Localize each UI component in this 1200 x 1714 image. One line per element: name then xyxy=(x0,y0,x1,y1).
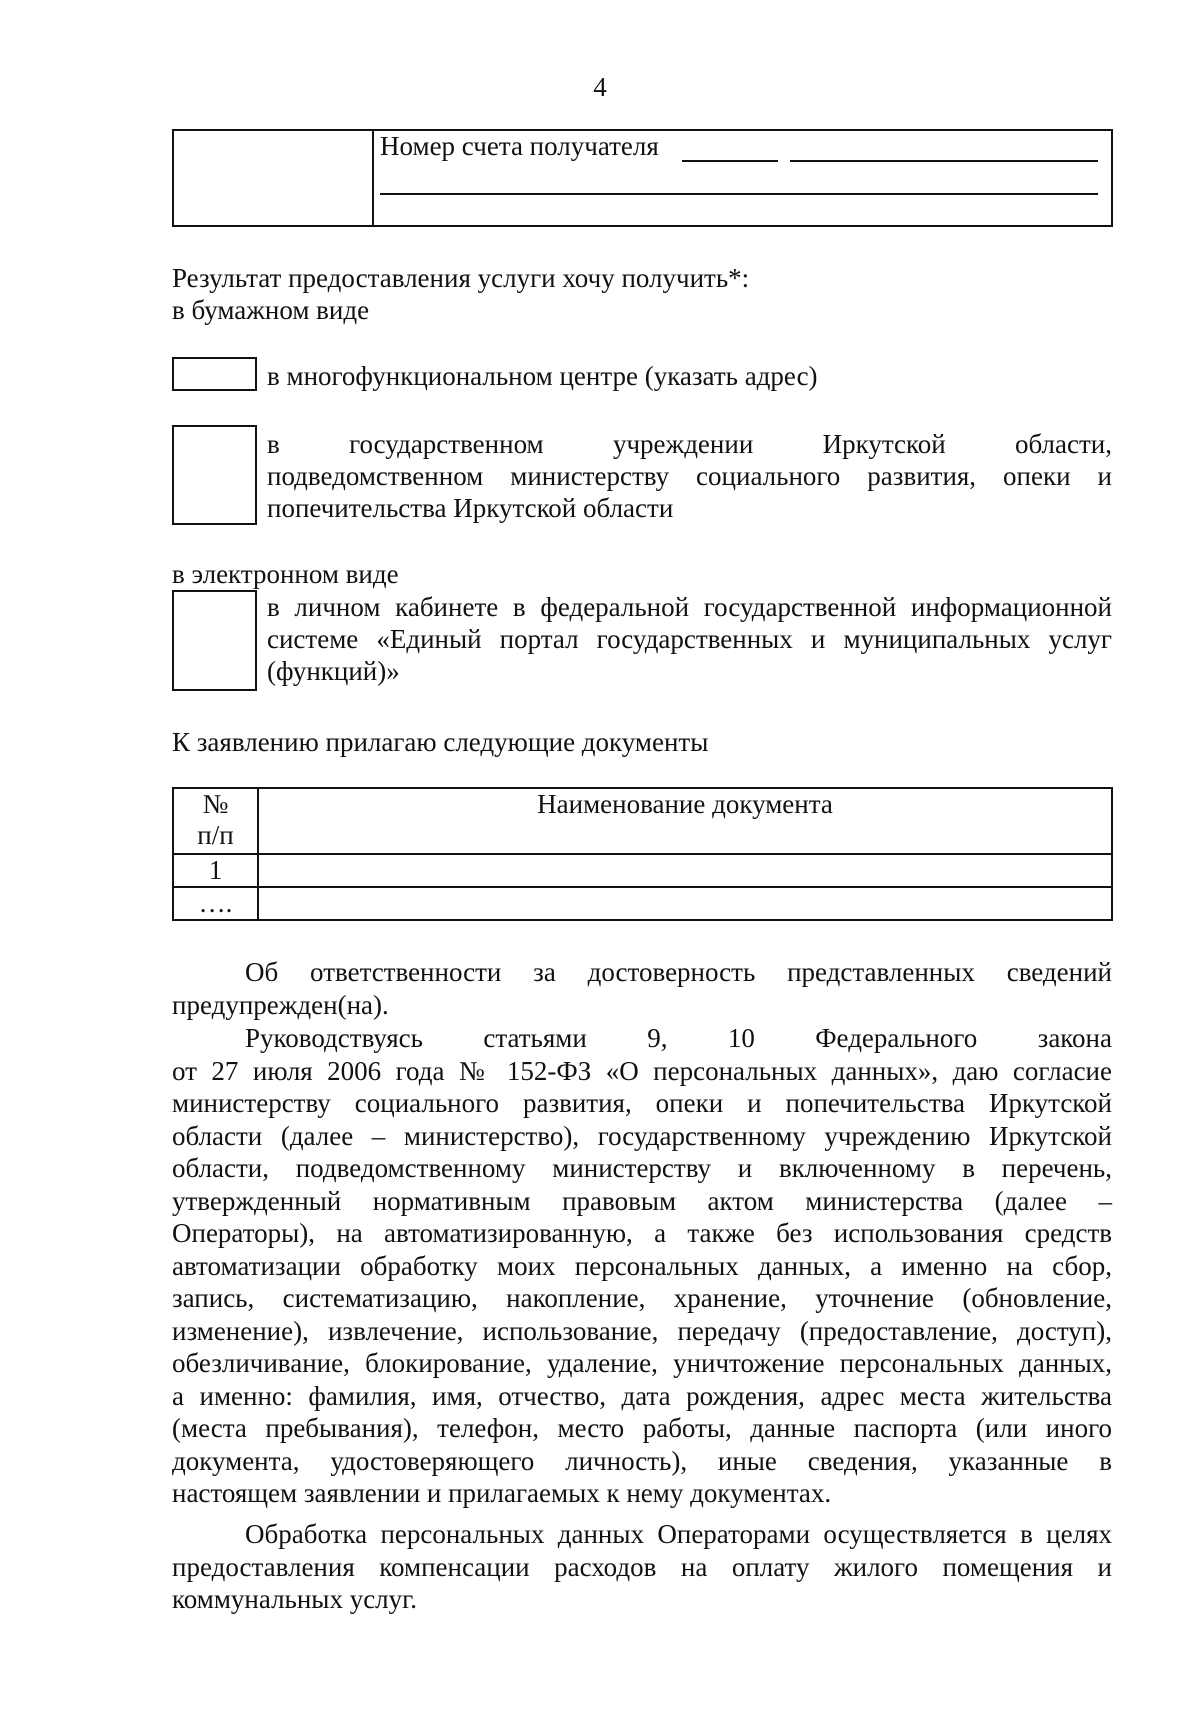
paragraph-line: коммунальных услуг. xyxy=(172,1584,417,1614)
checkbox-state-institution[interactable] xyxy=(172,425,257,525)
option-mfc-text xyxy=(267,361,1112,393)
paragraph-line: Операторы), на автоматизированную, а также без использования средств xyxy=(172,1218,1112,1248)
documents-table xyxy=(172,787,1113,921)
paragraph-line: автоматизации обработку моих персональных данных, а именно на сбор, xyxy=(172,1250,1112,1281)
option-state-institution-line: в государственном учреждении Иркутской области, xyxy=(267,429,1112,459)
account-number-label: Номер счета получателя xyxy=(380,131,659,161)
documents-intro: К заявлению прилагаю следующие документы xyxy=(172,727,709,757)
table-row xyxy=(173,887,1112,920)
account-number-field-1[interactable] xyxy=(682,160,778,162)
paragraph-line: области (далее – министерство), государственному учреждению Иркутской xyxy=(172,1120,1112,1151)
account-table-divider xyxy=(372,131,374,225)
paragraph-line: Обработка персональных данных Операторами осуществляется в целях xyxy=(245,1519,1112,1549)
paragraph-line: а именно: фамилия, имя, отчество, дата рождения, адрес места жительства xyxy=(172,1380,1112,1411)
option-gosuslugi-line: системе «Единый портал государственных и муниципальных услуг xyxy=(267,624,1112,654)
paragraph-line: от 27 июля 2006 года № 152-ФЗ «О персональных данных», даю согласие xyxy=(172,1055,1112,1086)
paragraph-line: предупрежден(на). xyxy=(172,989,389,1020)
header-number-line1: № xyxy=(202,789,229,819)
paragraph-line: настоящем заявлении и прилагаемых к нему документах. xyxy=(172,1478,832,1508)
option-gosuslugi-line: (функций)» xyxy=(267,656,400,686)
paragraph-line: изменение), извлечение, использование, передачу (предоставление, доступ), xyxy=(172,1315,1112,1346)
account-number-field-2[interactable] xyxy=(790,160,1098,162)
option-gosuslugi-line: в личном кабинете в федеральной государственной информационной xyxy=(267,592,1112,622)
result-heading: Результат предоставления услуги хочу получить*: xyxy=(172,263,750,293)
table-row xyxy=(173,854,1112,887)
option-state-institution-line: попечительства Иркутской области xyxy=(267,493,674,523)
paper-form-label: в бумажном виде xyxy=(172,295,370,325)
row-document-name[interactable] xyxy=(258,887,1112,920)
electronic-form-label: в электронном виде xyxy=(172,559,399,589)
processing-purpose-paragraph xyxy=(172,1519,1112,1617)
checkbox-mfc[interactable] xyxy=(172,357,257,391)
header-document-name: Наименование документа xyxy=(258,788,1112,854)
checkbox-gosuslugi[interactable] xyxy=(172,590,257,691)
paragraph-line: утвержденный нормативным правовым актом министерства (далее – xyxy=(172,1185,1112,1216)
paragraph-line: (места пребывания), телефон, место работы, данные паспорта (или иного xyxy=(172,1413,1112,1443)
option-state-institution-text xyxy=(267,429,1112,525)
option-mfc-line: в многофункциональном центре (указать адрес) xyxy=(267,361,818,391)
row-number: 1 xyxy=(173,854,258,887)
row-document-name[interactable] xyxy=(258,854,1112,887)
paragraph-line: запись, систематизацию, накопление, хранение, уточнение (обновление, xyxy=(172,1283,1112,1313)
option-gosuslugi-text xyxy=(267,592,1112,688)
paragraph-line: обезличивание, блокирование, удаление, уничтожение персональных данных, xyxy=(172,1348,1112,1378)
option-state-institution-line: подведомственном министерству социального развития, опеки и xyxy=(267,461,1112,491)
header-number-line2: п/п xyxy=(197,820,234,850)
documents-table-header xyxy=(173,788,1112,854)
responsibility-paragraph xyxy=(172,957,1112,1022)
paragraph-line: министерству социального развития, опеки и попечительства Иркутской xyxy=(172,1088,1112,1118)
paragraph-line: Об ответственности за достоверность представленных сведений xyxy=(245,957,1112,987)
paragraph-line: области, подведомственному министерству и включенному в перечень, xyxy=(172,1153,1112,1183)
paragraph-line: документа, удостоверяющего личность), иные сведения, указанные в xyxy=(172,1445,1112,1476)
paragraph-line: предоставления компенсации расходов на оплату жилого помещения и xyxy=(172,1551,1112,1582)
account-number-field-3[interactable] xyxy=(380,193,1098,195)
header-number xyxy=(173,788,258,854)
row-number: …. xyxy=(173,887,258,920)
paragraph-line: Руководствуясь статьями 9, 10 Федерального закона xyxy=(245,1023,1112,1053)
consent-paragraph xyxy=(172,1023,1112,1511)
page-number: 4 xyxy=(593,72,607,102)
